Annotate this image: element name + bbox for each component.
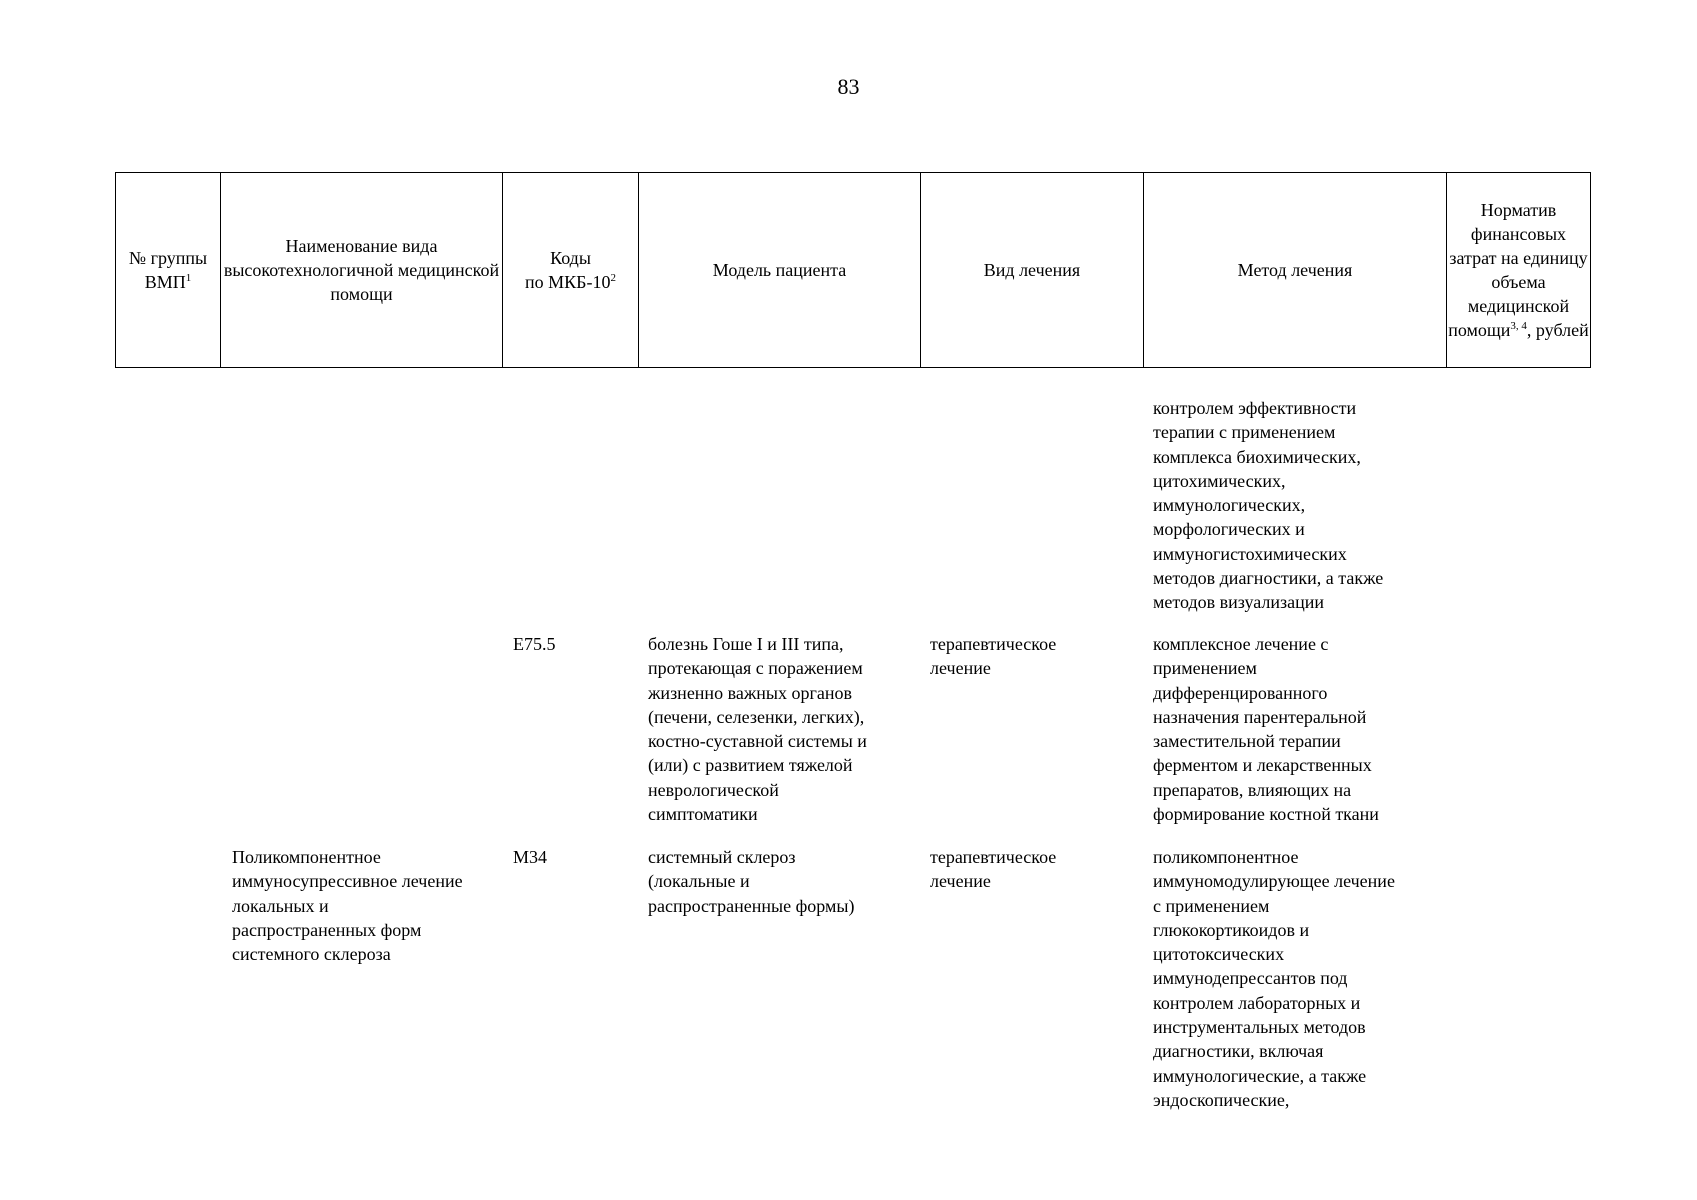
row-2-patient-model: системный склероз (локальные и распространенные формы) bbox=[648, 847, 855, 916]
row-0-method: контролем эффективности терапии с применением комплекса биохимических, цитохимических, иммунологических, морфологических и иммуногистохимических методов диагностики, а также методов визуализации bbox=[1153, 398, 1384, 613]
page-number: 83 bbox=[837, 74, 860, 99]
row-2-method: поликомпонентное иммуномодулирующее лечение с применением глюкокортикоидов и цитотоксических иммунодепрессантов под контролем лабораторных и инструментальных методов диагностики, включая иммунологические, а также эндоскопические, bbox=[1153, 847, 1395, 1110]
footnote-2: 2 bbox=[610, 272, 616, 284]
row-2-code: M34 bbox=[513, 847, 548, 867]
header-cost-standard-text: Норматив финансовых затрат на единицу объема медицинской помощи bbox=[1448, 200, 1588, 340]
footnote-3-4: 3, 4 bbox=[1510, 320, 1527, 332]
row-1-code: E75.5 bbox=[513, 634, 556, 654]
header-icd-codes bbox=[503, 173, 639, 368]
row-1-treatment-type: терапевтическое лечение bbox=[930, 634, 1057, 679]
header-group-number bbox=[116, 173, 221, 368]
footnote-1: 1 bbox=[185, 272, 192, 284]
row-1-method: комплексное лечение с применением дифференцированного назначения парентеральной заместительной терапии ферментом и лекарственных препаратов, влияющих на формирование костной ткани bbox=[1153, 634, 1379, 825]
header-cost-standard-unit: , рублей bbox=[1526, 320, 1589, 340]
row-1-patient-model: болезнь Гоше I и III типа, протекающая с поражением жизненно важных органов (печени, селезенки, легких), костно-суставной системы и (или) с развитием тяжелой неврологической симптоматики bbox=[648, 634, 867, 825]
header-group-number-text: № группы ВМП bbox=[128, 248, 208, 292]
header-cost-standard bbox=[1447, 173, 1591, 368]
table-header bbox=[115, 172, 1591, 368]
header-patient-model: Модель пациента bbox=[639, 173, 921, 368]
header-icd-codes-text: Коды по МКБ-10 bbox=[525, 248, 611, 292]
row-2-care-type-name: Поликомпонентное иммуносупрессивное лечение локальных и распространенных форм системного склероза bbox=[232, 847, 463, 965]
header-treatment-type: Вид лечения bbox=[921, 173, 1144, 368]
row-2-treatment-type: терапевтическое лечение bbox=[930, 847, 1057, 892]
header-treatment-method: Метод лечения bbox=[1144, 173, 1447, 368]
header-care-type-name: Наименование вида высокотехнологичной медицинской помощи bbox=[221, 173, 503, 368]
